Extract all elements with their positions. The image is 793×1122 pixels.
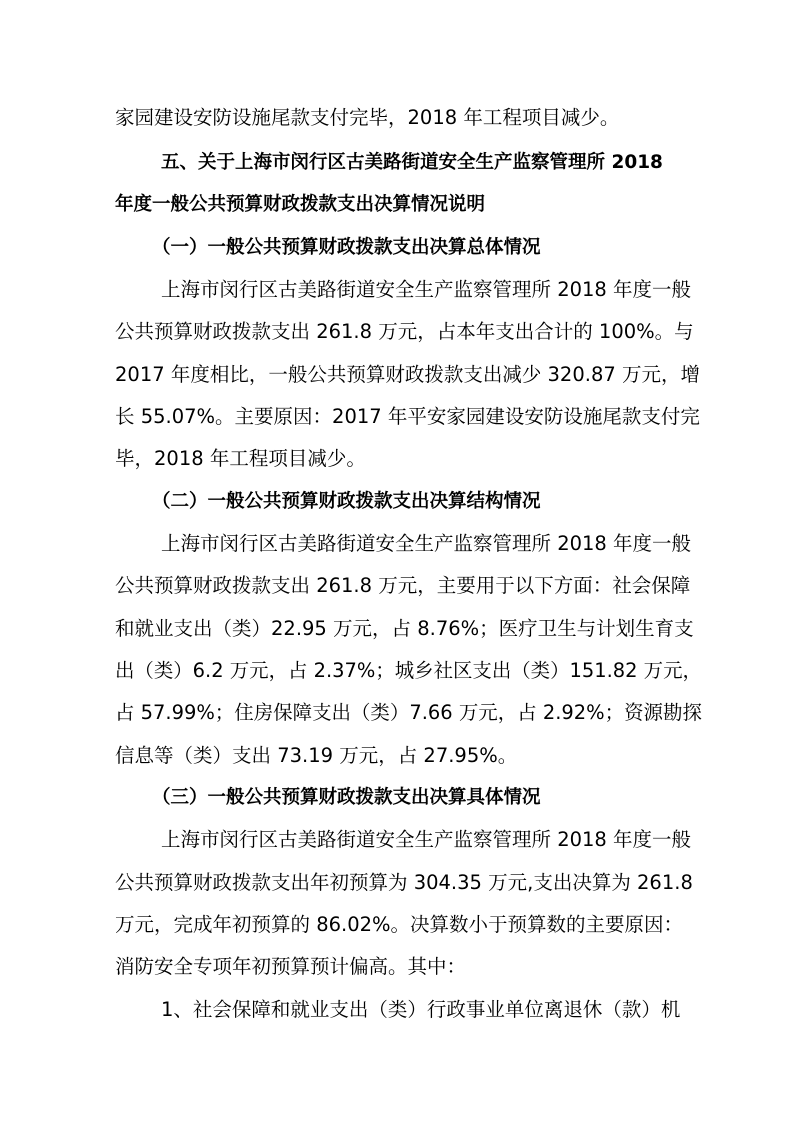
paragraph-text: 占 57.99%；住房保障支出（类）7.66 万元，占 2.92%；资源勘探 <box>115 701 702 724</box>
paragraph-text: 2017 年度相比，一般公共预算财政拨款支出减少 320.87 万元，增 <box>115 363 700 386</box>
body-text-line <box>0 905 793 945</box>
text-continuation: 家园建设安防设施尾款支付完毕，2018 年工程项目减少。 <box>115 106 620 129</box>
body-text-line <box>0 397 793 437</box>
paragraph-text: 消防安全专项年初预算预计偏高。其中： <box>115 955 467 978</box>
body-text-line <box>0 566 793 606</box>
body-text-line <box>0 736 793 776</box>
paragraph-text: 公共预算财政拨款支出 261.8 万元，占本年支出合计的 100%。与 <box>115 320 694 343</box>
section-heading: 五、关于上海市闵行区古美路街道安全生产监察管理所 2018 <box>161 152 663 173</box>
subheading-line <box>0 482 793 522</box>
body-text-line <box>0 651 793 691</box>
section-heading-continuation: 年度一般公共预算财政拨款支出决算情况说明 <box>115 194 486 215</box>
body-text-line <box>0 947 793 987</box>
paragraph-text: 长 55.07%。主要原因：2017 年平安家园建设安防设施尾款支付完 <box>115 405 700 428</box>
body-text-line <box>0 609 793 649</box>
paragraph-text: 公共预算财政拨款支出年初预算为 304.35 万元,支出决算为 261.8 <box>115 871 693 894</box>
section-heading-line <box>0 143 793 183</box>
body-text-line <box>0 693 793 733</box>
paragraph-text: 上海市闵行区古美路街道安全生产监察管理所 2018 年度一般 <box>161 828 692 851</box>
body-text-line <box>0 524 793 564</box>
subheading-overall: （一）一般公共预算财政拨款支出决算总体情况 <box>152 237 541 258</box>
numbered-item-text: 1、社会保障和就业支出（类）行政事业单位离退休（款）机 <box>161 998 681 1021</box>
body-text-line <box>0 355 793 395</box>
body-text-line <box>0 990 793 1030</box>
paragraph-text: 出（类）6.2 万元，占 2.37%；城乡社区支出（类）151.82 万元， <box>115 659 702 682</box>
paragraph-text: 上海市闵行区古美路街道安全生产监察管理所 2018 年度一般 <box>161 278 692 301</box>
subheading-structure: （二）一般公共预算财政拨款支出决算结构情况 <box>152 491 541 512</box>
subheading-detail: （三）一般公共预算财政拨款支出决算具体情况 <box>152 787 541 808</box>
subheading-line <box>0 228 793 268</box>
paragraph-text: 公共预算财政拨款支出 261.8 万元，主要用于以下方面：社会保障 <box>115 574 691 597</box>
paragraph-text: 信息等（类）支出 73.19 万元，占 27.95%。 <box>115 744 518 767</box>
body-text-line <box>0 270 793 310</box>
paragraph-text: 毕，2018 年工程项目减少。 <box>115 447 366 470</box>
body-text-line <box>0 863 793 903</box>
paragraph-text: 和就业支出（类）22.95 万元，占 8.76%；医疗卫生与计划生育支 <box>115 617 694 640</box>
paragraph-text: 上海市闵行区古美路街道安全生产监察管理所 2018 年度一般 <box>161 532 692 555</box>
subheading-line <box>0 778 793 818</box>
body-text-line <box>0 98 793 138</box>
paragraph-text: 万元，完成年初预算的 86.02%。决算数小于预算数的主要原因： <box>115 913 684 936</box>
section-heading-line <box>0 185 793 225</box>
body-text-line <box>0 439 793 479</box>
body-text-line <box>0 312 793 352</box>
body-text-line <box>0 820 793 860</box>
